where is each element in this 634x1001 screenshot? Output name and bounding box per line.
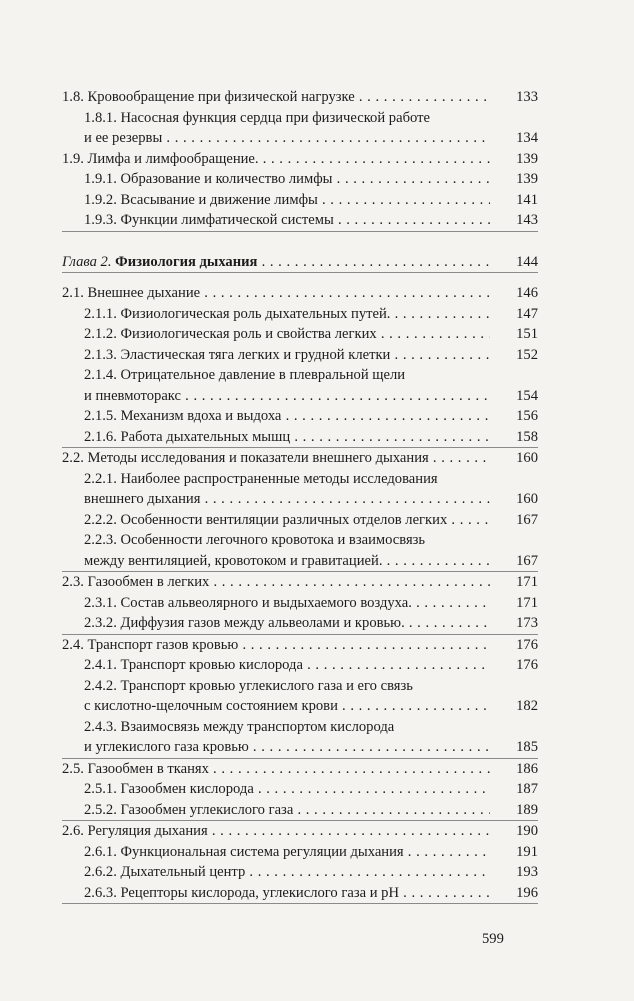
- toc-entry-page-number: 143: [498, 210, 538, 231]
- toc-entry[interactable]: [62, 510, 538, 531]
- toc-entry[interactable]: [62, 530, 538, 571]
- toc-entry-page-number: 160: [498, 448, 538, 469]
- toc-entry-title: 2.6. Регуляция дыхания . . .: [62, 821, 490, 842]
- toc-section-2-2: [62, 448, 538, 572]
- toc-entry-title: 2.4. Транспорт газов кровью . . .: [62, 635, 490, 656]
- toc-entry-page-number: 134: [498, 128, 538, 149]
- toc-entry[interactable]: [62, 406, 538, 427]
- toc-entry[interactable]: [62, 883, 538, 904]
- toc-entry-page-number: 176: [498, 635, 538, 656]
- toc-entry[interactable]: [62, 345, 538, 366]
- toc-entry-page-number: 147: [498, 304, 538, 325]
- toc-entry-title: 1.9.2. Всасывание и движение лимфы . . .: [84, 190, 490, 211]
- toc-entry-title-line: 2.4.3. Взаимосвязь между транспортом кислорода: [84, 718, 395, 735]
- toc-entry-page-number: 185: [498, 737, 538, 758]
- toc-entry[interactable]: [62, 87, 538, 108]
- toc-entry-page-number: 141: [498, 190, 538, 211]
- toc-entry-title-line: и углекислого газа кровью . . .: [84, 737, 490, 758]
- toc-entry-page-number: 167: [498, 551, 538, 572]
- toc-entry-title: 1.9. Лимфа и лимфообращение. . . .: [62, 149, 490, 170]
- toc-entry-page-number: 139: [498, 149, 538, 170]
- toc-entry-title-line: 1.8.1. Насосная функция сердца при физической работе: [84, 109, 430, 126]
- toc-entry[interactable]: [62, 469, 538, 510]
- toc-entry-page-number: 146: [498, 283, 538, 304]
- toc-entry[interactable]: [62, 283, 538, 304]
- page-number: 599: [482, 931, 504, 947]
- toc-entry-title-line: 2.2.1. Наиболее распространенные методы исследования: [84, 470, 438, 487]
- toc-entry-page-number: 196: [498, 883, 538, 904]
- toc-entry-title: 2.5.2. Газообмен углекислого газа . . .: [84, 800, 490, 821]
- toc-entry-title: 1.9.3. Функции лимфатической системы . . .: [84, 210, 490, 231]
- toc-entry-title: 2.1.6. Работа дыхательных мышц . . .: [84, 427, 490, 448]
- toc-entry[interactable]: [62, 676, 538, 717]
- toc-entry-page-number: 187: [498, 779, 538, 800]
- toc-entry-title-line: 2.4.2. Транспорт кровью углекислого газа и его связь: [84, 677, 413, 694]
- toc-entry-title: 2.3.2. Диффузия газов между альвеолами и кровью. . . .: [84, 613, 490, 634]
- toc-section-2-3: [62, 572, 538, 635]
- toc-entry[interactable]: [62, 324, 538, 345]
- toc-entry[interactable]: [62, 842, 538, 863]
- toc-entry[interactable]: [62, 304, 538, 325]
- chapter-title: Физиология дыхания: [115, 253, 258, 270]
- toc-entry-page-number: 171: [498, 572, 538, 593]
- toc-entry-title: 2.5.1. Газообмен кислорода . . .: [84, 779, 490, 800]
- toc-section-1-8-1-9: [62, 87, 538, 232]
- toc-entry-title: 2.2.2. Особенности вентиляции различных отделов легких . . .: [84, 510, 490, 531]
- toc-entry[interactable]: [62, 593, 538, 614]
- toc-entry[interactable]: [62, 800, 538, 821]
- toc-entry-page-number: 182: [498, 696, 538, 717]
- toc-entry-title: 2.1.2. Физиологическая роль и свойства легких . . .: [84, 324, 490, 345]
- toc-entry-title-line: и ее резервы . . .: [84, 128, 490, 149]
- toc-entry-title: 2.3.1. Состав альвеолярного и выдыхаемого воздуха. . . .: [84, 593, 490, 614]
- toc-entry-title-line: с кислотно-щелочным состоянием крови . . .: [84, 696, 490, 717]
- toc-entry-title: 2.2. Методы исследования и показатели внешнего дыхания . . .: [62, 448, 490, 469]
- toc-section-2-6: [62, 821, 538, 904]
- toc-section-2-4: [62, 635, 538, 759]
- toc-entry[interactable]: [62, 448, 538, 469]
- toc-entry[interactable]: [62, 210, 538, 231]
- toc-section-2-1: [62, 283, 538, 448]
- toc-entry-page-number: 151: [498, 324, 538, 345]
- toc-entry-page-number: 139: [498, 169, 538, 190]
- toc-entry[interactable]: [62, 862, 538, 883]
- chapter-prefix: Глава 2.: [62, 253, 112, 270]
- toc-entry[interactable]: [62, 655, 538, 676]
- toc-entry-page-number: 189: [498, 800, 538, 821]
- toc-entry-title: 1.8. Кровообращение при физической нагрузке . . .: [62, 87, 490, 108]
- toc-entry[interactable]: [62, 635, 538, 656]
- toc-entry[interactable]: [62, 613, 538, 634]
- toc-entry-title-line: внешнего дыхания . . .: [84, 489, 490, 510]
- toc-entry-title-line: 2.2.3. Особенности легочного кровотока и взаимосвязь: [84, 532, 426, 548]
- toc-entry-title: 2.1.3. Эластическая тяга легких и грудной клетки . . .: [84, 345, 490, 366]
- toc-entry[interactable]: [62, 717, 538, 758]
- toc-entry[interactable]: [62, 759, 538, 780]
- toc-entry[interactable]: [62, 572, 538, 593]
- chapter-heading[interactable]: [62, 252, 538, 274]
- table-of-contents: [62, 87, 538, 904]
- toc-entry-title-line: между вентиляцией, кровотоком и гравитацией. . . .: [84, 551, 490, 572]
- toc-entry-title: 1.9.1. Образование и количество лимфы . . .: [84, 169, 490, 190]
- toc-entry-page-number: 158: [498, 427, 538, 448]
- toc-entry-page-number: 167: [498, 510, 538, 531]
- toc-entry[interactable]: [62, 190, 538, 211]
- toc-entry-page-number: 190: [498, 821, 538, 842]
- toc-entry-title: 2.1.5. Механизм вдоха и выдоха . . .: [84, 406, 490, 427]
- toc-entry-title: 2.1.1. Физиологическая роль дыхательных путей. . . .: [84, 304, 490, 325]
- toc-entry-title-line: 2.1.4. Отрицательное давление в плевральной щели: [84, 367, 406, 383]
- toc-entry[interactable]: [62, 821, 538, 842]
- toc-entry-title: 2.6.3. Рецепторы кислорода, углекислого газа и рН . . .: [84, 883, 490, 904]
- toc-entry[interactable]: [62, 779, 538, 800]
- toc-entry-title: 2.4.1. Транспорт кровью кислорода . . .: [84, 655, 490, 676]
- toc-entry-page-number: 156: [498, 406, 538, 427]
- toc-entry-title: 2.3. Газообмен в легких . . .: [62, 572, 490, 593]
- toc-entry-page-number: 173: [498, 613, 538, 634]
- toc-entry-title: 2.5. Газообмен в тканях . . .: [62, 759, 490, 780]
- toc-entry[interactable]: [62, 108, 538, 149]
- toc-entry-title: 2.6.2. Дыхательный центр . . .: [84, 862, 490, 883]
- toc-entry[interactable]: [62, 169, 538, 190]
- toc-entry[interactable]: [62, 149, 538, 170]
- toc-entry-page-number: 191: [498, 842, 538, 863]
- chapter-page-number: 144: [498, 252, 538, 273]
- toc-entry-page-number: 186: [498, 759, 538, 780]
- toc-entry-page-number: 152: [498, 345, 538, 366]
- toc-entry-page-number: 133: [498, 87, 538, 108]
- toc-entry-title: 2.6.1. Функциональная система регуляции дыхания . . .: [84, 842, 490, 863]
- toc-entry-page-number: 154: [498, 386, 538, 407]
- toc-entry-title-line: и пневмоторакс . . .: [84, 386, 490, 407]
- toc-entry-page-number: 160: [498, 489, 538, 510]
- toc-entry-page-number: 176: [498, 655, 538, 676]
- toc-entry[interactable]: [62, 365, 538, 406]
- toc-entry-title: 2.1. Внешнее дыхание . . .: [62, 283, 490, 304]
- toc-section-2-5: [62, 759, 538, 822]
- toc-entry-page-number: 193: [498, 862, 538, 883]
- toc-entry[interactable]: [62, 427, 538, 448]
- toc-entry-page-number: 171: [498, 593, 538, 614]
